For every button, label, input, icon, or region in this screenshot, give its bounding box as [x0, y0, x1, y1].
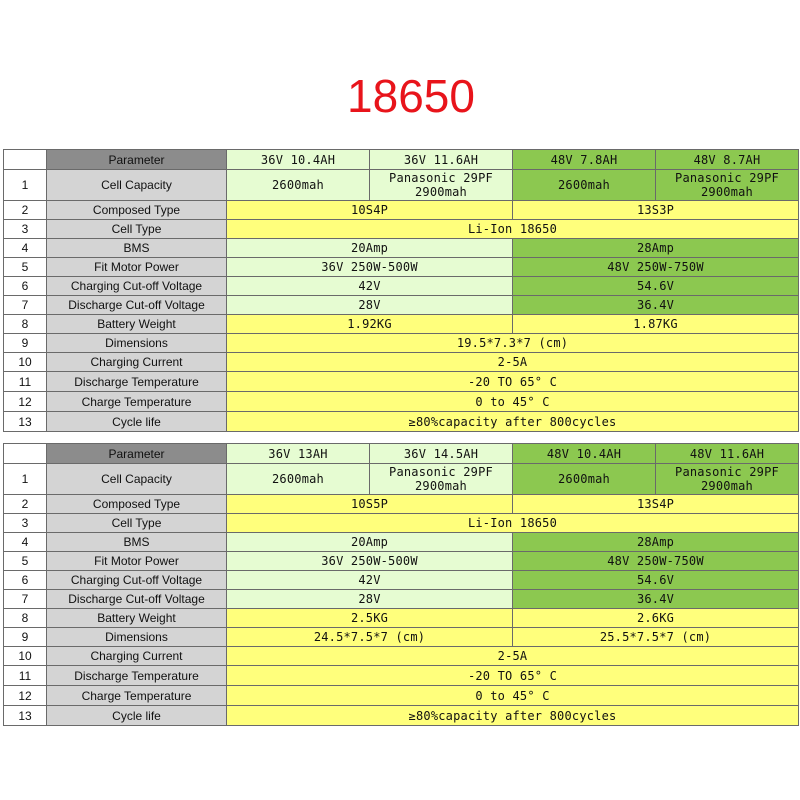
value-cell: 28Amp	[513, 239, 799, 258]
value-line: 2900mah	[415, 479, 467, 493]
row-label: Discharge Temperature	[47, 666, 227, 686]
value-cell: 36.4V	[513, 296, 799, 315]
row-number: 1	[4, 170, 47, 201]
spec-table-1	[3, 149, 799, 432]
page-title: 18650	[347, 70, 475, 122]
row-label: Discharge Cut-off Voltage	[47, 590, 227, 609]
value-cell: 2-5A	[227, 353, 799, 372]
row-number: 9	[4, 334, 47, 353]
parameter-header: Parameter	[47, 150, 227, 170]
table-row	[4, 239, 799, 258]
table-row	[4, 628, 799, 647]
row-label: Charging Cut-off Voltage	[47, 571, 227, 590]
row-label: Cell Capacity	[47, 170, 227, 201]
row-number: 3	[4, 514, 47, 533]
value-line: 2900mah	[701, 185, 753, 199]
row-number: 11	[4, 666, 47, 686]
table-row	[4, 315, 799, 334]
value-cell: 24.5*7.5*7 (cm)	[227, 628, 513, 647]
model-header: 48V 7.8AH	[513, 150, 656, 170]
table-row	[4, 514, 799, 533]
value-cell: 2600mah	[227, 464, 370, 495]
table-row	[4, 647, 799, 666]
row-number-cell	[4, 444, 47, 464]
table-row	[4, 552, 799, 571]
row-label: Discharge Temperature	[47, 372, 227, 392]
value-cell: 28V	[227, 590, 513, 609]
row-number: 13	[4, 412, 47, 432]
table-row	[4, 372, 799, 392]
value-cell: -20 TO 65° C	[227, 372, 799, 392]
row-label: Charging Cut-off Voltage	[47, 277, 227, 296]
value-cell: -20 TO 65° C	[227, 666, 799, 686]
row-number: 8	[4, 609, 47, 628]
table-row	[4, 590, 799, 609]
row-label: Composed Type	[47, 201, 227, 220]
row-number: 8	[4, 315, 47, 334]
row-number: 2	[4, 201, 47, 220]
value-cell: 0 to 45° C	[227, 686, 799, 706]
row-number: 4	[4, 533, 47, 552]
value-cell: 10S5P	[227, 495, 513, 514]
value-line: 2900mah	[701, 479, 753, 493]
value-cell: 20Amp	[227, 533, 513, 552]
row-number: 4	[4, 239, 47, 258]
value-cell: 2.6KG	[513, 609, 799, 628]
value-cell: 0 to 45° C	[227, 392, 799, 412]
table-header-row	[4, 444, 799, 464]
spec-table-2	[3, 443, 799, 726]
table-row	[4, 392, 799, 412]
value-cell	[656, 464, 799, 495]
row-label: Fit Motor Power	[47, 258, 227, 277]
table-row	[4, 666, 799, 686]
value-cell: 54.6V	[513, 277, 799, 296]
row-label: Charge Temperature	[47, 686, 227, 706]
value-cell: ≥80%capacity after 800cycles	[227, 412, 799, 432]
value-line: Panasonic 29PF	[675, 465, 779, 479]
value-cell: 19.5*7.3*7 (cm)	[227, 334, 799, 353]
value-cell: 2600mah	[513, 170, 656, 201]
table-row	[4, 533, 799, 552]
value-cell: 48V 250W-750W	[513, 258, 799, 277]
row-number: 1	[4, 464, 47, 495]
row-label: Charging Current	[47, 647, 227, 666]
row-number: 11	[4, 372, 47, 392]
value-cell: 2-5A	[227, 647, 799, 666]
table-header-row	[4, 150, 799, 170]
table-row	[4, 686, 799, 706]
value-cell	[656, 170, 799, 201]
row-number: 12	[4, 392, 47, 412]
row-label: Cycle life	[47, 412, 227, 432]
table-row	[4, 609, 799, 628]
row-number: 10	[4, 353, 47, 372]
row-number: 3	[4, 220, 47, 239]
model-header: 36V 10.4AH	[227, 150, 370, 170]
row-number: 5	[4, 258, 47, 277]
row-number: 13	[4, 706, 47, 726]
value-cell: 54.6V	[513, 571, 799, 590]
value-cell	[370, 464, 513, 495]
parameter-header: Parameter	[47, 444, 227, 464]
row-number: 7	[4, 296, 47, 315]
table-row	[4, 464, 799, 495]
value-cell: 42V	[227, 277, 513, 296]
value-cell: 13S4P	[513, 495, 799, 514]
row-number: 6	[4, 571, 47, 590]
row-label: Cycle life	[47, 706, 227, 726]
model-header: 36V 11.6AH	[370, 150, 513, 170]
value-cell: 36.4V	[513, 590, 799, 609]
value-cell: Li-Ion 18650	[227, 514, 799, 533]
table-row	[4, 258, 799, 277]
row-label: Composed Type	[47, 495, 227, 514]
row-label: Charging Current	[47, 353, 227, 372]
table-row	[4, 170, 799, 201]
row-label: Cell Type	[47, 220, 227, 239]
row-label: Dimensions	[47, 334, 227, 353]
value-cell: ≥80%capacity after 800cycles	[227, 706, 799, 726]
value-line: 2900mah	[415, 185, 467, 199]
value-line: Panasonic 29PF	[675, 171, 779, 185]
row-label: Cell Type	[47, 514, 227, 533]
row-number: 12	[4, 686, 47, 706]
value-cell: 48V 250W-750W	[513, 552, 799, 571]
row-label: BMS	[47, 533, 227, 552]
table-row	[4, 334, 799, 353]
value-cell: 42V	[227, 571, 513, 590]
model-header: 48V 10.4AH	[513, 444, 656, 464]
table-row	[4, 412, 799, 432]
table-row	[4, 277, 799, 296]
value-cell: 13S3P	[513, 201, 799, 220]
value-line: Panasonic 29PF	[389, 171, 493, 185]
row-number: 2	[4, 495, 47, 514]
table-row	[4, 353, 799, 372]
row-label: Dimensions	[47, 628, 227, 647]
value-cell: 28Amp	[513, 533, 799, 552]
value-cell: 1.92KG	[227, 315, 513, 334]
value-cell: 28V	[227, 296, 513, 315]
row-number: 9	[4, 628, 47, 647]
value-cell: 1.87KG	[513, 315, 799, 334]
value-cell: 2.5KG	[227, 609, 513, 628]
model-header: 48V 8.7AH	[656, 150, 799, 170]
row-label: Cell Capacity	[47, 464, 227, 495]
model-header: 48V 11.6AH	[656, 444, 799, 464]
table-row	[4, 706, 799, 726]
row-label: Charge Temperature	[47, 392, 227, 412]
row-number-cell	[4, 150, 47, 170]
value-line: Panasonic 29PF	[389, 465, 493, 479]
value-cell: 2600mah	[227, 170, 370, 201]
row-label: Fit Motor Power	[47, 552, 227, 571]
table-row	[4, 296, 799, 315]
row-label: Discharge Cut-off Voltage	[47, 296, 227, 315]
table-row	[4, 495, 799, 514]
value-cell: 20Amp	[227, 239, 513, 258]
value-cell: 36V 250W-500W	[227, 258, 513, 277]
table-row	[4, 201, 799, 220]
row-number: 6	[4, 277, 47, 296]
value-cell: Li-Ion 18650	[227, 220, 799, 239]
row-label: Battery Weight	[47, 315, 227, 334]
value-cell: 25.5*7.5*7 (cm)	[513, 628, 799, 647]
model-header: 36V 13AH	[227, 444, 370, 464]
value-cell: 36V 250W-500W	[227, 552, 513, 571]
table-row	[4, 220, 799, 239]
row-label: BMS	[47, 239, 227, 258]
value-cell	[370, 170, 513, 201]
row-number: 10	[4, 647, 47, 666]
row-number: 7	[4, 590, 47, 609]
row-label: Battery Weight	[47, 609, 227, 628]
row-number: 5	[4, 552, 47, 571]
table-row	[4, 571, 799, 590]
value-cell: 2600mah	[513, 464, 656, 495]
model-header: 36V 14.5AH	[370, 444, 513, 464]
value-cell: 10S4P	[227, 201, 513, 220]
